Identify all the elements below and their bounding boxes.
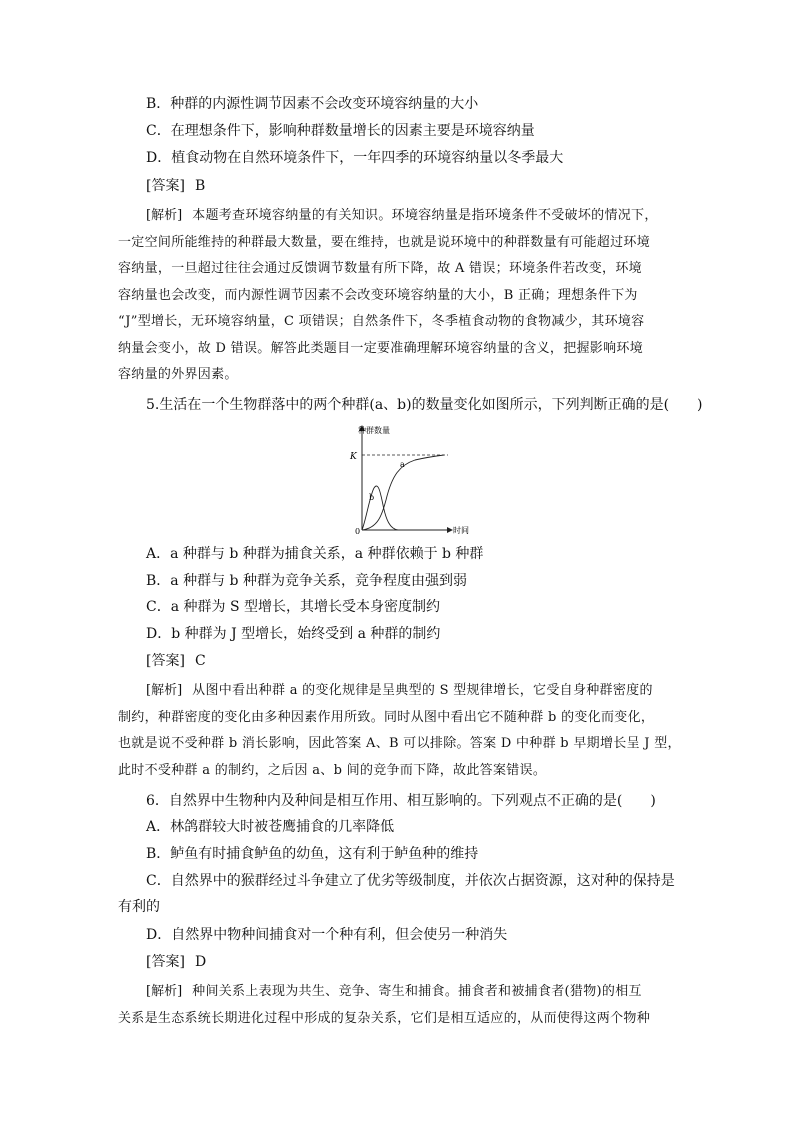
q4-option-d: D．植食动物在自然环境条件下，一年四季的环境容纳量以冬季最大 — [146, 150, 564, 166]
q4-analysis-line: 纳量会变小，故 D 错误。解答此类题目一定要准确理解环境容纳量的含义，把握影响环境 — [118, 341, 643, 356]
q4-analysis-line: 容纳量也会改变，而内源性调节因素不会改变环境容纳量的大小，B 正确；理想条件下为 — [118, 288, 638, 303]
q6-analysis-line: [解析] 种间关系上表现为共生、竞争、寄生和捕食。捕食者和被捕食者(猎物)的相互 — [146, 984, 642, 999]
q5-analysis-line: 此时不受种群 a 的制约，之后因 a、b 间的竞争而下降，故此答案错误。 — [118, 763, 547, 778]
curve-b-label: b — [369, 493, 375, 502]
analysis-tag: [解析] — [146, 208, 183, 223]
answer-value: C — [194, 653, 206, 669]
q6-analysis-line: 关系是生态系统长期进化过程中形成的复杂关系，它们是相互适应的，从而使得这两个物种 — [118, 1011, 651, 1026]
q5-answer — [146, 651, 206, 671]
q4-option-c: C．在理想条件下，影响种群数量增长的因素主要是环境容纳量 — [146, 123, 535, 139]
q5-option-a: A．a 种群与 b 种群为捕食关系，a 种群依赖于 b 种群 — [146, 546, 484, 562]
origin-label: 0 — [355, 527, 361, 536]
curve-a-label: a — [400, 460, 405, 469]
q4-option-b: B．种群的内源性调节因素不会改变环境容纳量的大小 — [146, 96, 479, 112]
q6-answer — [146, 952, 206, 972]
q6-option-d: D．自然界中物种间捕食对一个种有利，但会使另一种消失 — [146, 927, 508, 943]
q6-option-c-cont: 有利的 — [118, 899, 160, 915]
answer-value: B — [194, 178, 206, 194]
analysis-tag: [解析] — [146, 683, 183, 698]
q6-option-c: C．自然界中的猴群经过斗争建立了优劣等级制度，并依次占据资源，这对种的保持是 — [146, 873, 675, 889]
y-axis-label: 种群数量 — [358, 426, 390, 435]
answer-tag: [答案] — [146, 653, 185, 669]
answer-value: D — [194, 954, 207, 970]
q5-analysis-line: 制约，种群密度的变化由多种因素作用所致。同时从图中看出它不随种群 b 的变化而变化， — [118, 710, 655, 725]
q4-analysis-line: 一定空间所能维持的种群最大数量，要在维持，也就是说环境中的种群数量有可能超过环境 — [118, 235, 651, 250]
analysis-tag: [解析] — [146, 984, 183, 999]
q4-analysis-line: [解析] 本题考查环境容纳量的有关知识。环境容纳量是指环境条件不受破坏的情况下， — [146, 208, 658, 223]
q5-option-c: C．a 种群为 S 型增长，其增长受本身密度制约 — [146, 599, 440, 615]
q5-stem: 5.生活在一个生物群落中的两个种群(a、b)的数量变化如图所示，下列判断正确的是( ) — [146, 397, 703, 413]
k-label: K — [350, 452, 357, 462]
q4-analysis-line: 容纳量的外界因素。 — [118, 367, 238, 382]
answer-tag: [答案] — [146, 178, 185, 194]
q5-analysis-line: 也就是说不受种群 b 消长影响，因此答案 A、B 可以排除。答案 D 中种群 b 早期增长呈 J 型， — [118, 736, 681, 751]
curve-b — [362, 486, 398, 530]
q6-option-a: A．林鸽群较大时被苍鹰捕食的几率降低 — [146, 819, 395, 835]
answer-tag: [答案] — [146, 954, 185, 970]
q5-option-d: D．b 种群为 J 型增长，始终受到 a 种群的制约 — [146, 626, 441, 642]
q5-analysis-line: [解析] 从图中看出种群 a 的变化规律是呈典型的 S 型规律增长，它受自身种群密度的 — [146, 683, 653, 698]
q4-answer — [146, 176, 205, 196]
q4-analysis-line: 容纳量，一旦超过往往会通过反馈调节数量有所下降，故 A 错误；环境条件若改变，环境 — [118, 261, 642, 276]
q6-option-b: B．鲈鱼有时捕食鲈鱼的幼鱼，这有利于鲈鱼种的维持 — [146, 846, 479, 862]
q6-stem: 6．自然界中生物种内及种间是相互作用、相互影响的。下列观点不正确的是( ) — [146, 793, 656, 809]
q4-analysis-line: “J”型增长，无环境容纳量，C 项错误；自然条件下，冬季植食动物的食物减少，其环境容 — [118, 314, 645, 329]
q5-option-b: B．a 种群与 b 种群为竞争关系，竞争程度由强到弱 — [146, 573, 467, 589]
q5-population-figure — [340, 420, 480, 538]
x-axis-label: 时间 — [453, 526, 469, 535]
